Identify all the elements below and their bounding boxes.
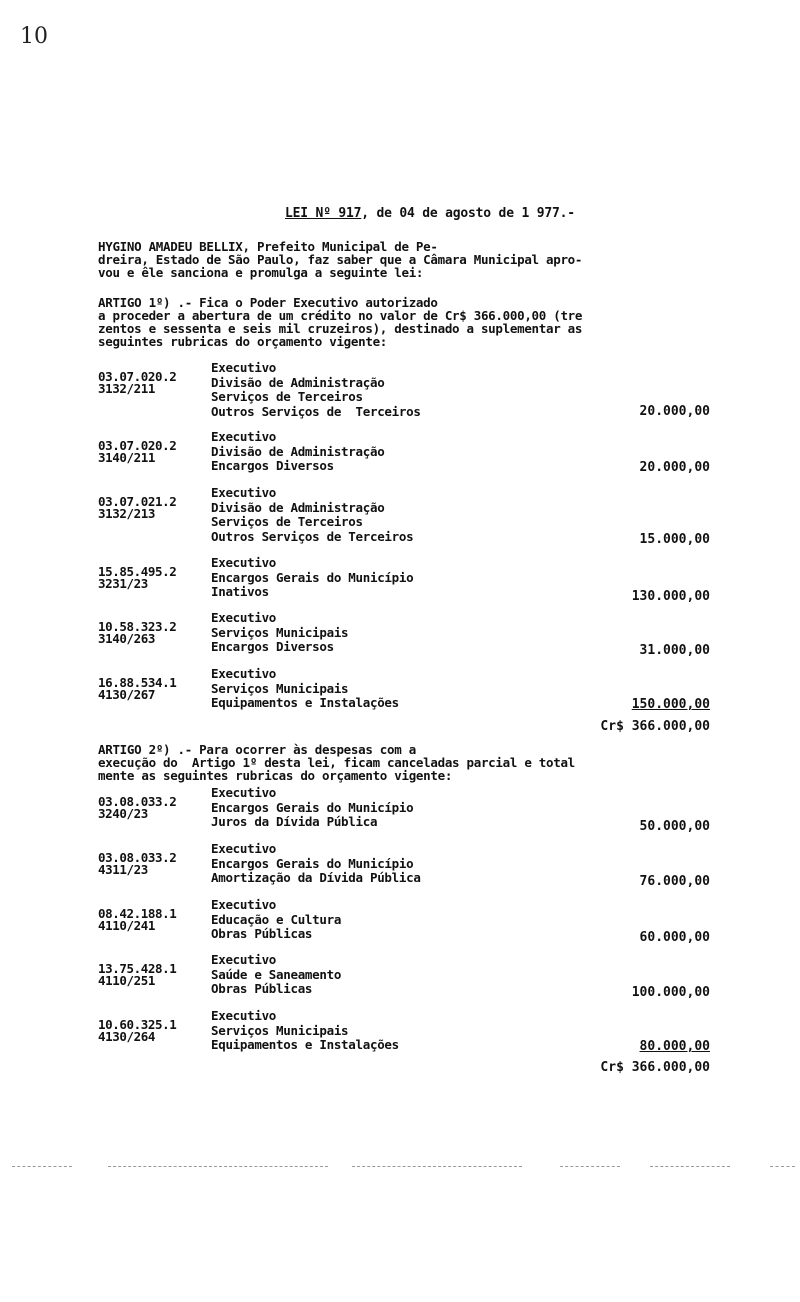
entry-description: Executivo Serviços Municipais Equipamentos e Instalações <box>211 666 399 710</box>
page-number: 10 <box>20 24 48 49</box>
law-date: , de 04 de agosto de 1 977.- <box>361 206 575 221</box>
entry-amount: 50.000,00 <box>639 819 710 834</box>
entry-amount: 150.000,00 <box>631 697 710 712</box>
entry-amount: 100.000,00 <box>631 985 710 1000</box>
entry-description: Executivo Encargos Gerais do Município Juros da Dívida Pública <box>211 785 414 829</box>
article-2-text: ARTIGO 2º) .- Para ocorrer às despesas com a execução do Artigo 1º desta lei, ficam canceladas parcial e total mente as seguintes rubricas do orçamento vigente: <box>98 742 575 783</box>
article-1-total: Cr$ 366.000,00 <box>600 719 710 734</box>
entry-description: Executivo Divisão de Administração Serviços de Terceiros Outros Serviços de Terceiros <box>211 360 421 419</box>
article-1-text: ARTIGO 1º) .- Fica o Poder Executivo autorizado a proceder a abertura de um crédito no valor de Cr$ 366.000,00 (tre zentos e sessenta e seis mil cruzeiros), destinado a suplementar as seguintes rubricas do orçamento vigente: <box>98 295 583 349</box>
entry-description: Executivo Divisão de Administração Encargos Diversos <box>211 429 385 473</box>
law-heading <box>285 206 575 221</box>
entry-code: 03.08.033.2 3240/23 <box>98 794 177 821</box>
entry-amount: 31.000,00 <box>639 643 710 658</box>
entry-amount: 20.000,00 <box>639 460 710 475</box>
entry-code: 03.07.021.2 3132/213 <box>98 494 177 521</box>
law-id: LEI Nº 917 <box>285 206 362 221</box>
scan-mark <box>770 1166 795 1167</box>
entry-amount: 15.000,00 <box>639 532 710 547</box>
entry-amount: 20.000,00 <box>639 404 710 419</box>
entry-code: 10.60.325.1 4130/264 <box>98 1017 177 1044</box>
entry-description: Executivo Encargos Gerais do Município Amortização da Dívida Pública <box>211 841 421 885</box>
entry-description: Executivo Serviços Municipais Equipamentos e Instalações <box>211 1008 399 1052</box>
scan-mark <box>12 1166 72 1167</box>
entry-description: Executivo Encargos Gerais do Município Inativos <box>211 555 414 599</box>
entry-code: 03.07.020.2 3132/211 <box>98 369 177 396</box>
article-2-total: Cr$ 366.000,00 <box>600 1060 710 1075</box>
entry-amount: 130.000,00 <box>631 589 710 604</box>
entry-description: Executivo Saúde e Saneamento Obras Públicas <box>211 952 342 996</box>
entry-amount: 60.000,00 <box>639 930 710 945</box>
entry-code: 15.85.495.2 3231/23 <box>98 564 177 591</box>
entry-amount: 76.000,00 <box>639 874 710 889</box>
entry-code: 08.42.188.1 4110/241 <box>98 906 177 933</box>
intro-paragraph: HYGINO AMADEU BELLIX, Prefeito Municipal de Pe- dreira, Estado de São Paulo, faz saber que a Câmara Municipal apro- vou e êle sanciona e promulga a seguinte lei: <box>98 239 583 280</box>
entry-amount: 80.000,00 <box>639 1039 710 1054</box>
entry-code: 16.88.534.1 4130/267 <box>98 675 177 702</box>
scan-mark <box>560 1166 620 1167</box>
entry-description: Executivo Serviços Municipais Encargos Diversos <box>211 610 349 654</box>
entry-description: Executivo Divisão de Administração Serviços de Terceiros Outros Serviços de Terceiros <box>211 485 414 544</box>
scan-mark <box>650 1166 730 1167</box>
scan-mark <box>352 1166 522 1167</box>
entry-code: 03.07.020.2 3140/211 <box>98 438 177 465</box>
entry-code: 10.58.323.2 3140/263 <box>98 619 177 646</box>
entry-description: Executivo Educação e Cultura Obras Públicas <box>211 897 342 941</box>
scan-mark <box>108 1166 328 1167</box>
entry-code: 03.08.033.2 4311/23 <box>98 850 177 877</box>
entry-code: 13.75.428.1 4110/251 <box>98 961 177 988</box>
